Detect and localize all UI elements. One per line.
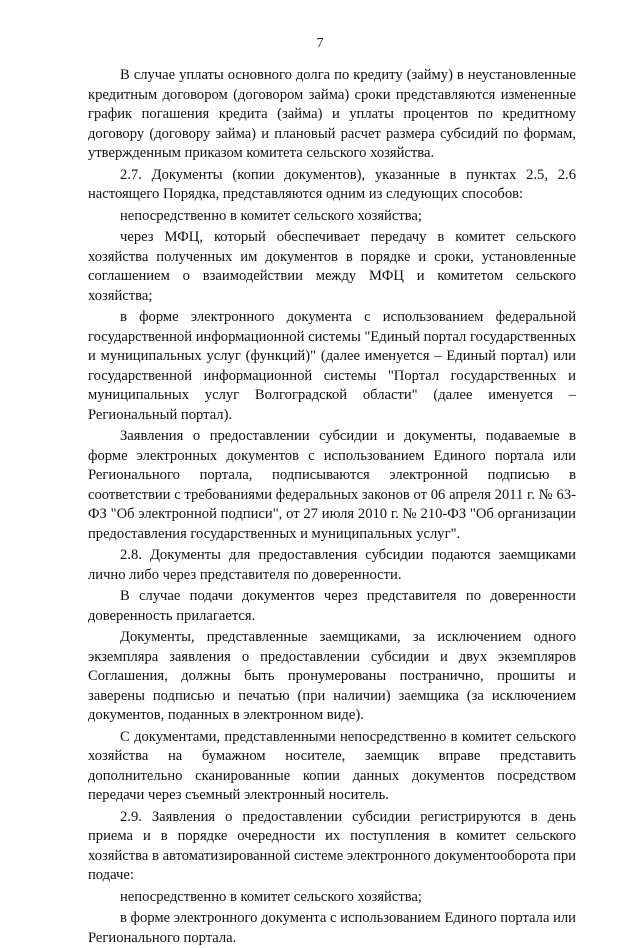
paragraph-2-9: 2.9. Заявления о предоставлении субсидии регистрируются в день приема и в порядке очередности их поступления в комитет сельского хозяйства в автоматизированной системе электронного документооборота при подаче:	[88, 808, 576, 883]
paragraph-scanned-copies: С документами, представленными непосредственно в комитет сельского хозяйства на бумажном носителе, заемщик вправе представить дополнительно сканированные копии данных документов посредством передачи через съемный электронный носитель.	[88, 728, 576, 803]
paragraph-electronic-signature: Заявления о предоставлении субсидии и документы, подаваемые в форме электронных документов с использованием Единого портала или Регионального портала, подписываются электронной подписью в соответствии с требованиями федеральных законов от 06 апреля 2011 г. № 63-ФЗ "Об электронной подписи", от 27 июля 2010 г. № 210-ФЗ "Об организации предоставления государственных и муниципальных услуг".	[88, 428, 576, 542]
paragraph-2-7: 2.7. Документы (копии документов), указанные в пунктах 2.5, 2.6 настоящего Порядка, представляются одним из следующих способов:	[88, 166, 576, 202]
paragraph-power-of-attorney: В случае подачи документов через представителя по доверенности доверенность прилагается.	[88, 588, 576, 624]
paragraph-document-binding: Документы, представленные заемщиками, за исключением одного экземпляра заявления о предоставлении субсидии и двух экземпляров Соглашения, должны быть пронумерованы постранично, прошиты и заверены подписью и печатью (при наличии) заемщика (за исключением документов, поданных в электронном виде).	[88, 629, 576, 723]
paragraph-direct-submission: непосредственно в комитет сельского хозяйства;	[120, 207, 422, 224]
paragraph-2-8: 2.8. Документы для предоставления субсидии подаются заемщиками лично либо через представителя по доверенности.	[88, 547, 576, 583]
paragraph-electronic-submission: в форме электронного документа с использованием федеральной государственной информационной системы "Единый портал государственных и муниципальных услуг (функций)" (далее именуется – Единый портал) или государственной информационной системы "Портал государственных и муниципальных услуг Волгоградской области" (далее именуется – Региональный портал).	[88, 309, 576, 423]
paragraph-electronic-registration: в форме электронного документа с использованием Единого портала или Регионального портала.	[88, 910, 576, 946]
paragraph-direct-registration: непосредственно в комитет сельского хозяйства;	[120, 888, 422, 905]
page-number: 7	[316, 36, 324, 51]
paragraph-early-repayment: В случае уплаты основного долга по кредиту (займу) в неустановленные кредитным договором (договором займа) сроки представляются измененные график погашения кредита (займа) и уплаты процентов по кредитному договору (договору займа) и плановый расчет размера субсидий по формам, утвержденным приказом комитета сельского хозяйства.	[88, 67, 576, 161]
document-body	[88, 66, 576, 948]
paragraph-mfc-submission: через МФЦ, который обеспечивает передачу в комитет сельского хозяйства полученных им документов в порядке и сроки, установленные соглашением о взаимодействии между МФЦ и комитетом сельского хозяйства;	[88, 229, 576, 304]
